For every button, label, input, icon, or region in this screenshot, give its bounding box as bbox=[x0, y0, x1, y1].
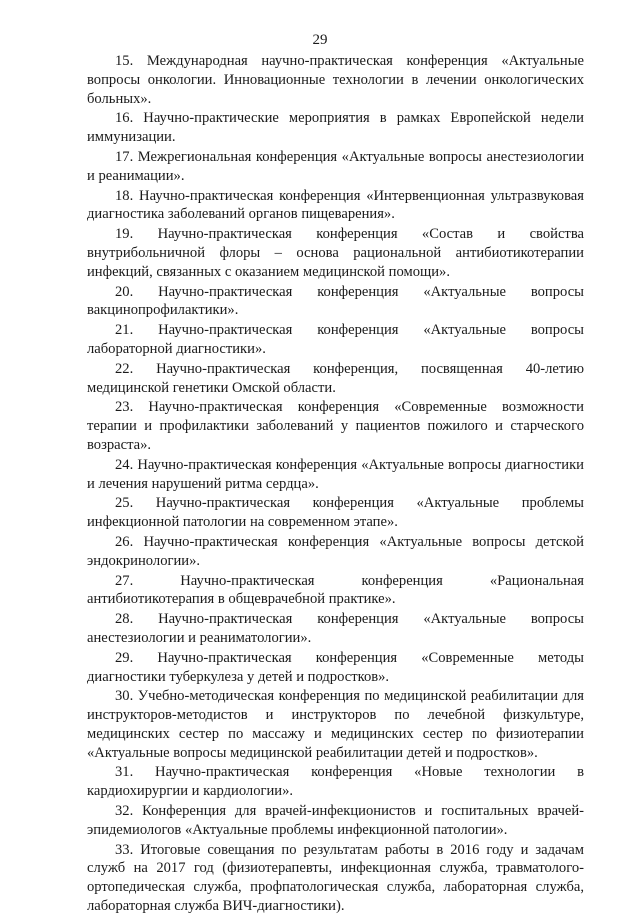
list-item: 30. Учебно-методическая конференция по медицинской реабилитации для инструкторов-методистов и инструкторов по лечебной физкультуре, медицинских сестер по массажу и медицинских сестер по физиотерапии «Актуальные вопросы медицинской реабилитации детей и подростков». bbox=[87, 688, 584, 761]
list-item: 28. Научно-практическая конференция «Актуальные вопросы анестезиологии и реаниматологии». bbox=[87, 611, 584, 646]
list-item: 25. Научно-практическая конференция «Актуальные проблемы инфекционной патологии на современном этапе». bbox=[87, 495, 584, 531]
list-item: 29. Научно-практическая конференция «Современные методы диагностики туберкулеза у детей и подростков». bbox=[87, 649, 584, 685]
list-item: 16. Научно-практические мероприятия в рамках Европейской недели иммунизации. bbox=[87, 110, 584, 146]
list-item: 26. Научно-практическая конференция «Актуальные вопросы детской эндокринологии». bbox=[87, 533, 584, 569]
page-number: 29 bbox=[312, 32, 328, 48]
list-item: 24. Научно-практическая конференция «Актуальные вопросы диагностики и лечения нарушений ритма сердца». bbox=[87, 456, 584, 492]
list-item: 33. Итоговые совещания по результатам работы в 2016 году и задачам служб на 2017 год (физиотерапевты, инфекционная служба, травматолого-ортопедическая служба, профпатологическая служба, лабораторная служба, лабораторная служба ВИЧ-диагностики). bbox=[87, 841, 584, 915]
list-item: 21. Научно-практическая конференция «Актуальные вопросы лабораторной диагностики». bbox=[87, 322, 584, 357]
list-item: 22. Научно-практическая конференция, посвященная 40-летию медицинской генетики Омской области. bbox=[87, 360, 584, 396]
list-item: 32. Конференция для врачей-инфекционистов и госпитальных врачей-эпидемиологов «Актуальные проблемы инфекционной патологии». bbox=[87, 803, 584, 838]
list-item: 31. Научно-практическая конференция «Новые технологии в кардиохирургии и кардиологии». bbox=[87, 764, 584, 800]
document-body bbox=[87, 52, 584, 917]
list-item: 27. Научно-практическая конференция «Рациональная антибиотикотерапия в общеврачебной практике». bbox=[87, 572, 584, 608]
list-item: 18. Научно-практическая конференция «Интервенционная ультразвуковая диагностика заболеваний органов пищеварения». bbox=[87, 187, 584, 223]
list-item: 23. Научно-практическая конференция «Современные возможности терапии и профилактики заболеваний у пациентов пожилого и старческого возраста». bbox=[87, 399, 584, 453]
list-item: 15. Международная научно-практическая конференция «Актуальные вопросы онкологии. Инновационные технологии в лечении онкологических больных». bbox=[87, 53, 584, 107]
list-item: 17. Межрегиональная конференция «Актуальные вопросы анестезиологии и реанимации». bbox=[87, 148, 584, 184]
list-item: 20. Научно-практическая конференция «Актуальные вопросы вакцинопрофилактики». bbox=[87, 283, 584, 319]
list-item: 19. Научно-практическая конференция «Состав и свойства внутрибольничной флоры – основа рациональной антибиотикотерапии инфекций, связанных с оказанием медицинской помощи». bbox=[87, 226, 584, 280]
